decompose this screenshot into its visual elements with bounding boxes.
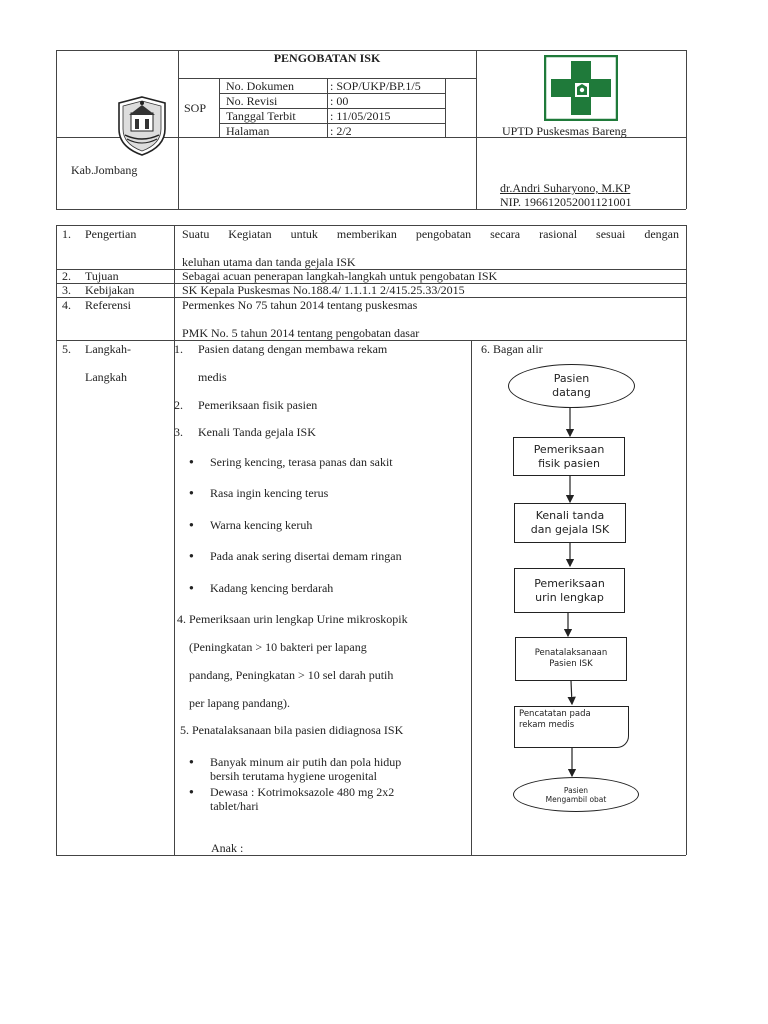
row-label-pengertian: Pengertian [85, 227, 137, 241]
symptom-bullet: ● Sering kencing, terasa panas dan sakit [210, 455, 393, 469]
step-1-text-cont: medis [198, 370, 227, 384]
signer-name: dr.Andri Suharyono, M.KP [500, 181, 631, 195]
flow-node-label: Pasien [553, 372, 590, 385]
anak-label: Anak : [211, 841, 244, 855]
flow-node-label: Pemeriksaan [534, 576, 605, 590]
field-label-halaman: Halaman [226, 124, 270, 138]
puskesmas-logo [544, 55, 618, 125]
field-label-no-revisi: No. Revisi [226, 94, 278, 108]
row-label-referensi: Referensi [85, 298, 131, 312]
flow-node-pasien-mengambil-obat [513, 777, 639, 812]
flow-node-label: Pencatatan pada [519, 709, 591, 719]
step-4-text-cont: per lapang pandang). [189, 696, 290, 710]
flow-node-pasien-datang [508, 364, 635, 408]
signer-nip: NIP. 196612052001121001 [500, 195, 632, 209]
row-number: 5. [62, 342, 71, 356]
row-label-tujuan: Tujuan [85, 269, 119, 283]
row-number: 3. [62, 283, 71, 297]
row-number: 2. [62, 269, 71, 283]
regency-emblem-logo [115, 95, 169, 161]
field-value-no-dokumen: : SOP/UKP/BP.1/5 [330, 79, 421, 93]
treatment-bullet: ● Dewasa : Kotrimoksazole 480 mg 2x2 [210, 785, 394, 799]
sop-label: SOP [184, 101, 207, 115]
flow-node-label: Mengambil obat [545, 794, 607, 804]
row-label-kebijakan: Kebijakan [85, 283, 135, 297]
flow-node-label: Pasien ISK [549, 659, 593, 669]
flow-node-kenali-tanda [514, 503, 626, 543]
row-label-langkah-2: Langkah [85, 370, 127, 384]
flow-node-label: urin lengkap [535, 590, 604, 604]
row-number: 4. [62, 298, 71, 312]
flow-node-pencatatan-rekam-medis [514, 706, 629, 748]
step-number: 3. [174, 425, 183, 439]
kebijakan-text: SK Kepala Puskesmas No.188.4/ 1.1.1.1 2/415.25.33/2015 [182, 283, 465, 297]
row-label-langkah-1: Langkah- [85, 342, 131, 356]
flow-node-pemeriksaan-fisik [513, 437, 625, 476]
tujuan-text: Sebagai acuan penerapan langkah-langkah untuk pengobatan ISK [182, 269, 498, 283]
treatment-bullet-cont: bersih terutama hygiene urogenital [210, 769, 377, 783]
pengertian-line-1: Suatu Kegiatan untuk memberikan pengobatan secara rasional sesuai dengan [182, 227, 679, 241]
org-name: UPTD Puskesmas Bareng [502, 124, 627, 138]
symptom-bullet: ● Kadang kencing berdarah [210, 581, 333, 595]
row-number: 1. [62, 227, 71, 241]
referensi-line-2: PMK No. 5 tahun 2014 tentang pengobatan dasar [182, 326, 420, 340]
field-value-no-revisi: : 00 [330, 94, 349, 108]
flow-node-label: Pasien [563, 785, 589, 795]
step-4-text-cont: (Peningkatan > 10 bakteri per lapang [189, 640, 367, 654]
flow-node-pemeriksaan-urin [514, 568, 625, 613]
flow-node-label: Pemeriksaan [533, 442, 605, 456]
treatment-bullet-cont: tablet/hari [210, 799, 259, 813]
referensi-line-1: Permenkes No 75 tahun 2014 tentang puskesmas [182, 298, 418, 312]
field-value-tanggal-terbit: : 11/05/2015 [330, 109, 391, 123]
flowchart-title: 6. Bagan alir [481, 342, 543, 356]
step-number: 2. [174, 398, 183, 412]
step-1-text: Pasien datang dengan membawa rekam [198, 342, 388, 356]
treatment-bullet: ● Banyak minum air putih dan pola hidup [210, 755, 401, 769]
step-number: 1. [174, 342, 183, 356]
field-label-no-dokumen: No. Dokumen [226, 79, 294, 93]
flow-node-label: Kenali tanda [535, 509, 605, 522]
region-name: Kab.Jombang [71, 163, 138, 177]
flow-node-label: rekam medis [519, 720, 575, 730]
flow-node-penatalaksanaan [515, 637, 627, 681]
flow-node-label: dan gejala ISK [530, 523, 610, 536]
field-value-halaman: : 2/2 [330, 124, 352, 138]
flow-node-label: Penatalaksanaan [534, 648, 608, 658]
field-label-tanggal-terbit: Tanggal Terbit [226, 109, 296, 123]
flow-node-label: datang [552, 386, 591, 399]
step-3-text: Kenali Tanda gejala ISK [198, 425, 316, 439]
pengertian-line-2: keluhan utama dan tanda gejala ISK [182, 255, 356, 269]
page-title: PENGOBATAN ISK [273, 51, 381, 65]
symptom-bullet: ● Pada anak sering disertai demam ringan [210, 549, 402, 563]
symptom-bullet: ● Rasa ingin kencing terus [210, 486, 328, 500]
step-4-text-cont: pandang, Peningkatan > 10 sel darah putih [189, 668, 394, 682]
step-5-text: 5. Penatalaksanaan bila pasien didiagnosa ISK [180, 723, 404, 737]
step-4-text: 4. Pemeriksaan urin lengkap Urine mikroskopik [177, 612, 408, 626]
flow-node-label: fisik pasien [538, 456, 600, 470]
symptom-bullet: ● Warna kencing keruh [210, 518, 312, 532]
step-2-text: Pemeriksaan fisik pasien [198, 398, 318, 412]
